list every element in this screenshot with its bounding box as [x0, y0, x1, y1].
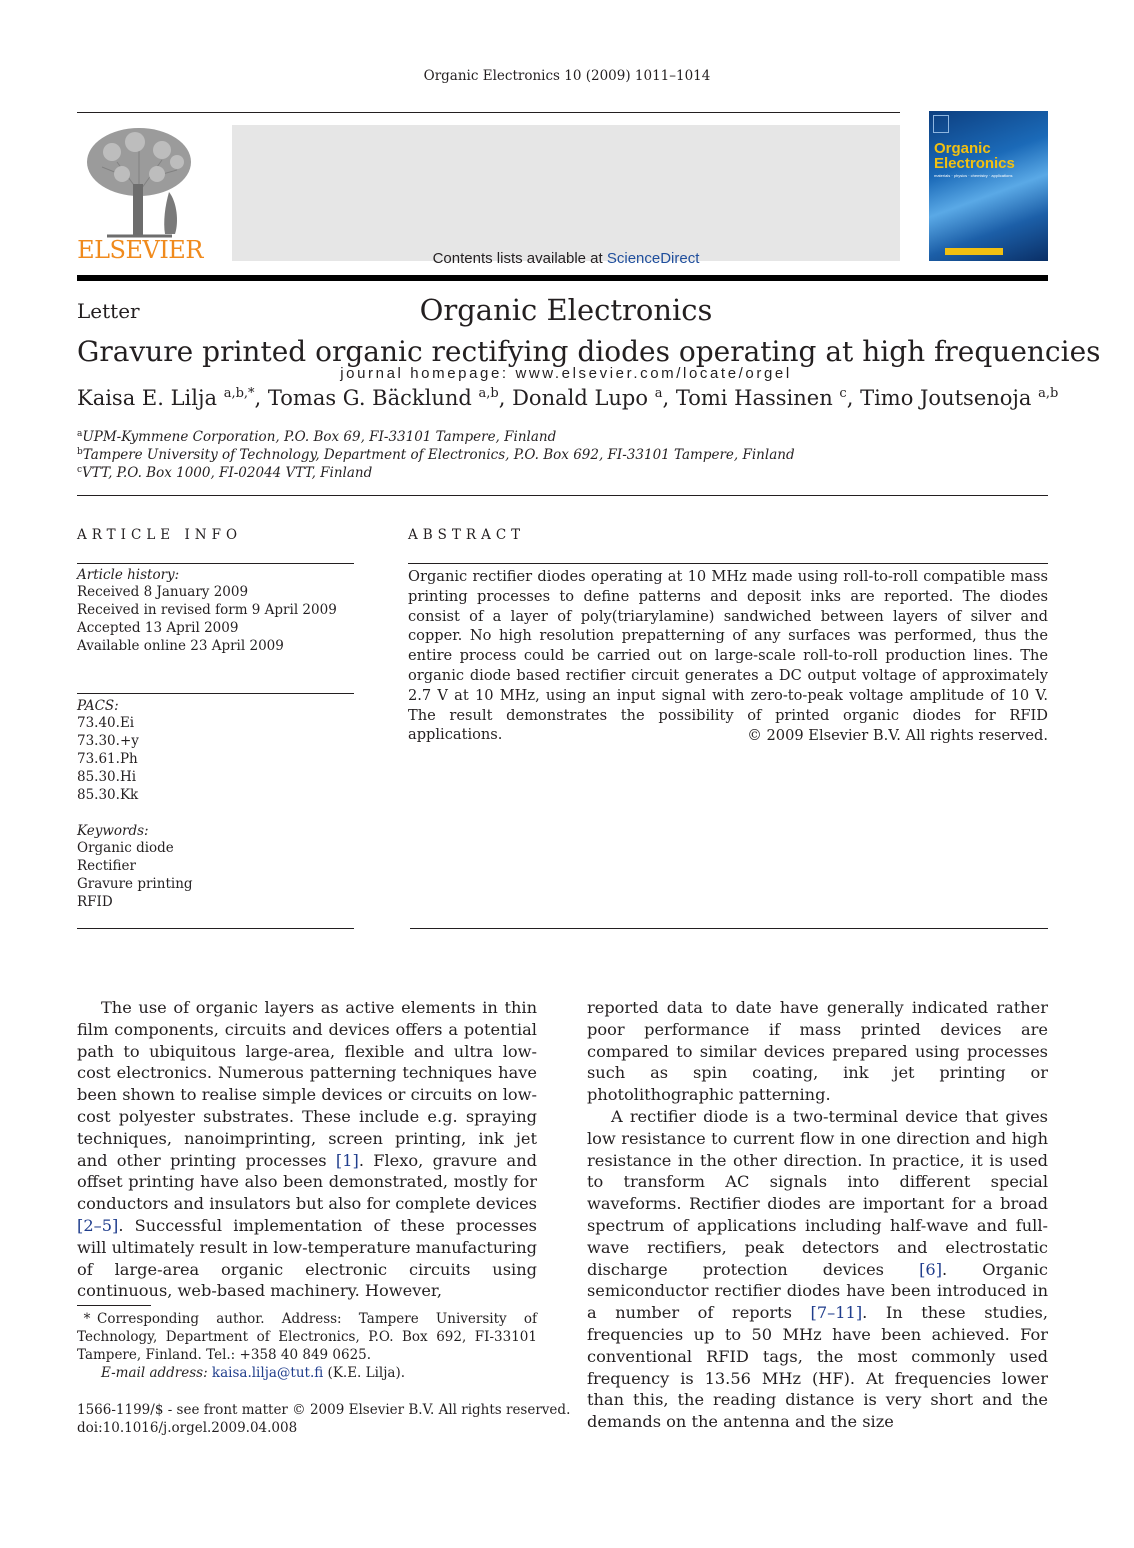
- keyword: Organic diode: [77, 840, 174, 856]
- body-text: . Flexo, gravure and offset printing have also been demonstrated, mostly for conductors and insulators but also for complete devices: [77, 1150, 537, 1214]
- reference-link[interactable]: [6]: [919, 1259, 943, 1279]
- article-info-heading: ARTICLE INFO: [77, 527, 243, 543]
- body-text: The use of organic layers as active elements in thin film components, circuits and devices offers a potential path to ubiquitous large-area, flexible and ultra low-cost electronics. Numerous patterning techniques have been shown to realise simple devices or circuits on low-cost polyester substrates. These include e.g. spraying techniques, nanoimprinting, screen printing, ink jet and other printing processes: [77, 998, 537, 1170]
- author-separator: ,: [662, 386, 676, 410]
- author-name[interactable]: Tomas G. Bäcklund: [267, 386, 472, 410]
- cover-subtitle: materials · physics · chemistry · applications: [934, 173, 1013, 178]
- body-text: . Organic semiconductor rectifier diodes have been introduced in a number of reports: [587, 1259, 1048, 1323]
- author-separator: ,: [254, 386, 268, 410]
- reference-link[interactable]: [7–11]: [810, 1303, 863, 1323]
- footnote-star: *: [83, 1311, 91, 1327]
- pacs-label: PACS:: [77, 698, 119, 714]
- author-name[interactable]: Kaisa E. Lilja: [77, 386, 217, 410]
- journal-citation: Organic Electronics 10 (2009) 1011–1014: [423, 68, 711, 84]
- pacs-code: 73.30.+y: [77, 733, 139, 749]
- affiliation-text: Tampere University of Technology, Department of Electronics, P.O. Box 692, FI-33101 Tampere, Finland: [82, 447, 795, 463]
- reference-link[interactable]: [2–5]: [77, 1215, 119, 1235]
- author-affiliation-mark: a: [654, 386, 663, 401]
- email-suffix: (K.E. Lilja).: [323, 1365, 406, 1381]
- body-right-column: [587, 997, 1048, 1433]
- history-item: Available online 23 April 2009: [77, 638, 284, 654]
- history-label: Article history:: [77, 567, 180, 583]
- keyword: Rectifier: [77, 858, 136, 874]
- history-item: Received 8 January 2009: [77, 584, 249, 600]
- cover-title: [934, 141, 1046, 171]
- history-item: Received in revised form 9 April 2009: [77, 602, 337, 618]
- pacs-code: 85.30.Kk: [77, 787, 139, 803]
- pacs-code: 85.30.Hi: [77, 769, 137, 785]
- pacs-code: 73.61.Ph: [77, 751, 138, 767]
- affiliation-mark: b: [77, 447, 83, 457]
- body-text: . In these studies, frequencies up to 50 MHz have been achieved. For conventional RFID tags, the most commonly used frequency is 13.56 MHz (HF). At frequencies lower than this, the reading distance is very short and the demands on the antenna and the size: [587, 1303, 1049, 1432]
- cover-title-line1: Organic: [934, 140, 991, 157]
- affiliation-text: VTT, P.O. Box 1000, FI-02044 VTT, Finland: [82, 465, 373, 481]
- author-name[interactable]: Donald Lupo: [512, 386, 649, 410]
- contents-prefix: Contents lists available at: [432, 250, 607, 267]
- author-separator: ,: [498, 386, 513, 410]
- journal-title: Organic Electronics: [419, 293, 713, 327]
- email-label: E-mail address:: [101, 1365, 208, 1381]
- article-info-bottom-rule: [77, 928, 354, 929]
- email-footnote: [101, 1364, 405, 1382]
- affiliation-mark: c: [77, 465, 83, 475]
- body-text: . Successful implementation of these processes will ultimately result in low-temperature manufacturing of large-area organic electronic circuits using continuous, web-based machinery. However,: [77, 1215, 537, 1301]
- pacs-code: 73.40.Ei: [77, 715, 135, 731]
- sciencedirect-link[interactable]: ScienceDirect: [606, 250, 700, 267]
- corresponding-author-footnote: [77, 1310, 537, 1364]
- author-separator: ,: [846, 386, 861, 410]
- cover-logo-icon: [933, 115, 949, 133]
- body-left-column: [77, 997, 537, 1302]
- footnote-rule: [77, 1305, 151, 1306]
- body-text: A rectifier diode is a two-terminal device that gives low resistance to current flow in one direction and high resistance in the other direction. In practice, it is used to transform AC signals into different special waveforms. Rectifier diodes are important for a broad spectrum of applications including half-wave and full-wave rectifiers, peak detectors and electrostatic discharge protection devices: [587, 1106, 1048, 1279]
- abstract-text: Organic rectifier diodes operating at 10 MHz made using roll-to-roll compatible mass printing processes to define patterns and deposit inks are reported. The diodes consist of a layer of poly(triarylamine) sandwiched between layers of silver and copper. No high resolution prepatterning of any surfaces was performed, thus the entire process could be carried out on large-scale roll-to-roll production lines. The organic diode based rectifier circuit generates a DC output voltage of approximately 2.7 V at 10 MHz, using an input signal with zero-to-peak voltage amplitude of 10 V. The result demonstrates the possibility of printed organic diodes for RFID applications.: [408, 568, 1048, 744]
- body-paragraph: [587, 1106, 1048, 1433]
- keyword: RFID: [77, 894, 113, 910]
- affiliation-mark: a: [77, 429, 83, 439]
- author-affiliation-mark: a,b: [478, 386, 499, 401]
- header-thick-rule: [77, 275, 1048, 281]
- cover-title-line2: Electronics: [934, 155, 1015, 172]
- cover-bar: [945, 248, 1003, 255]
- issn-line: 1566-1199/$ - see front matter © 2009 Elsevier B.V. All rights reserved.: [77, 1402, 571, 1418]
- reference-link[interactable]: [1]: [335, 1150, 359, 1170]
- pacs-rule: [77, 693, 354, 694]
- publisher-wordmark: ELSEVIER: [77, 236, 203, 264]
- email-link[interactable]: kaisa.lilja@tut.fi: [211, 1365, 324, 1381]
- affiliation-rule: [77, 495, 1048, 496]
- body-paragraph: reported data to date have generally indicated rather poor performance if mass printed devices are compared to similar devices prepared using processes such as spin coating, ink jet printing or photolithographic patterning.: [587, 998, 1048, 1105]
- abstract-rule: [408, 563, 1048, 564]
- article-title: Gravure printed organic rectifying diodes operating at high frequencies: [77, 335, 1101, 368]
- abstract-heading: ABSTRACT: [408, 527, 526, 543]
- author-name[interactable]: Timo Joutsenoja: [860, 386, 1032, 410]
- footnote-text: Corresponding author. Address: Tampere University of Technology, Department of Electronics, P.O. Box 692, FI-33101 Tampere, Finland. Tel.: +358 40 849 0625.: [77, 1311, 537, 1363]
- abstract-bottom-rule: [410, 928, 1048, 929]
- affiliation: [77, 429, 556, 445]
- journal-cover-image[interactable]: [929, 111, 1048, 261]
- author-name[interactable]: Tomi Hassinen: [675, 386, 833, 410]
- author-affiliation-mark: c: [839, 386, 847, 401]
- history-item: Accepted 13 April 2009: [77, 620, 239, 636]
- article-info-rule: [77, 563, 354, 564]
- author-list: [77, 386, 1058, 410]
- affiliation: [77, 465, 372, 481]
- author-affiliation-mark: a,b,*: [223, 386, 255, 401]
- elsevier-logo[interactable]: [77, 122, 203, 262]
- article-type: Letter: [77, 299, 140, 323]
- body-paragraph: [77, 997, 537, 1302]
- abstract-copyright: © 2009 Elsevier B.V. All rights reserved.: [747, 727, 1048, 744]
- doi-line[interactable]: doi:10.1016/j.orgel.2009.04.008: [77, 1420, 298, 1436]
- journal-homepage[interactable]: journal homepage: www.elsevier.com/locate/orgel: [340, 365, 792, 382]
- affiliation: [77, 447, 795, 463]
- keywords-label: Keywords:: [77, 823, 149, 839]
- author-affiliation-mark: a,b: [1038, 386, 1059, 401]
- header-rule: [77, 112, 900, 113]
- keyword: Gravure printing: [77, 876, 193, 892]
- contents-available-line: [232, 250, 900, 267]
- affiliation-text: UPM-Kymmene Corporation, P.O. Box 69, FI-33101 Tampere, Finland: [82, 429, 557, 445]
